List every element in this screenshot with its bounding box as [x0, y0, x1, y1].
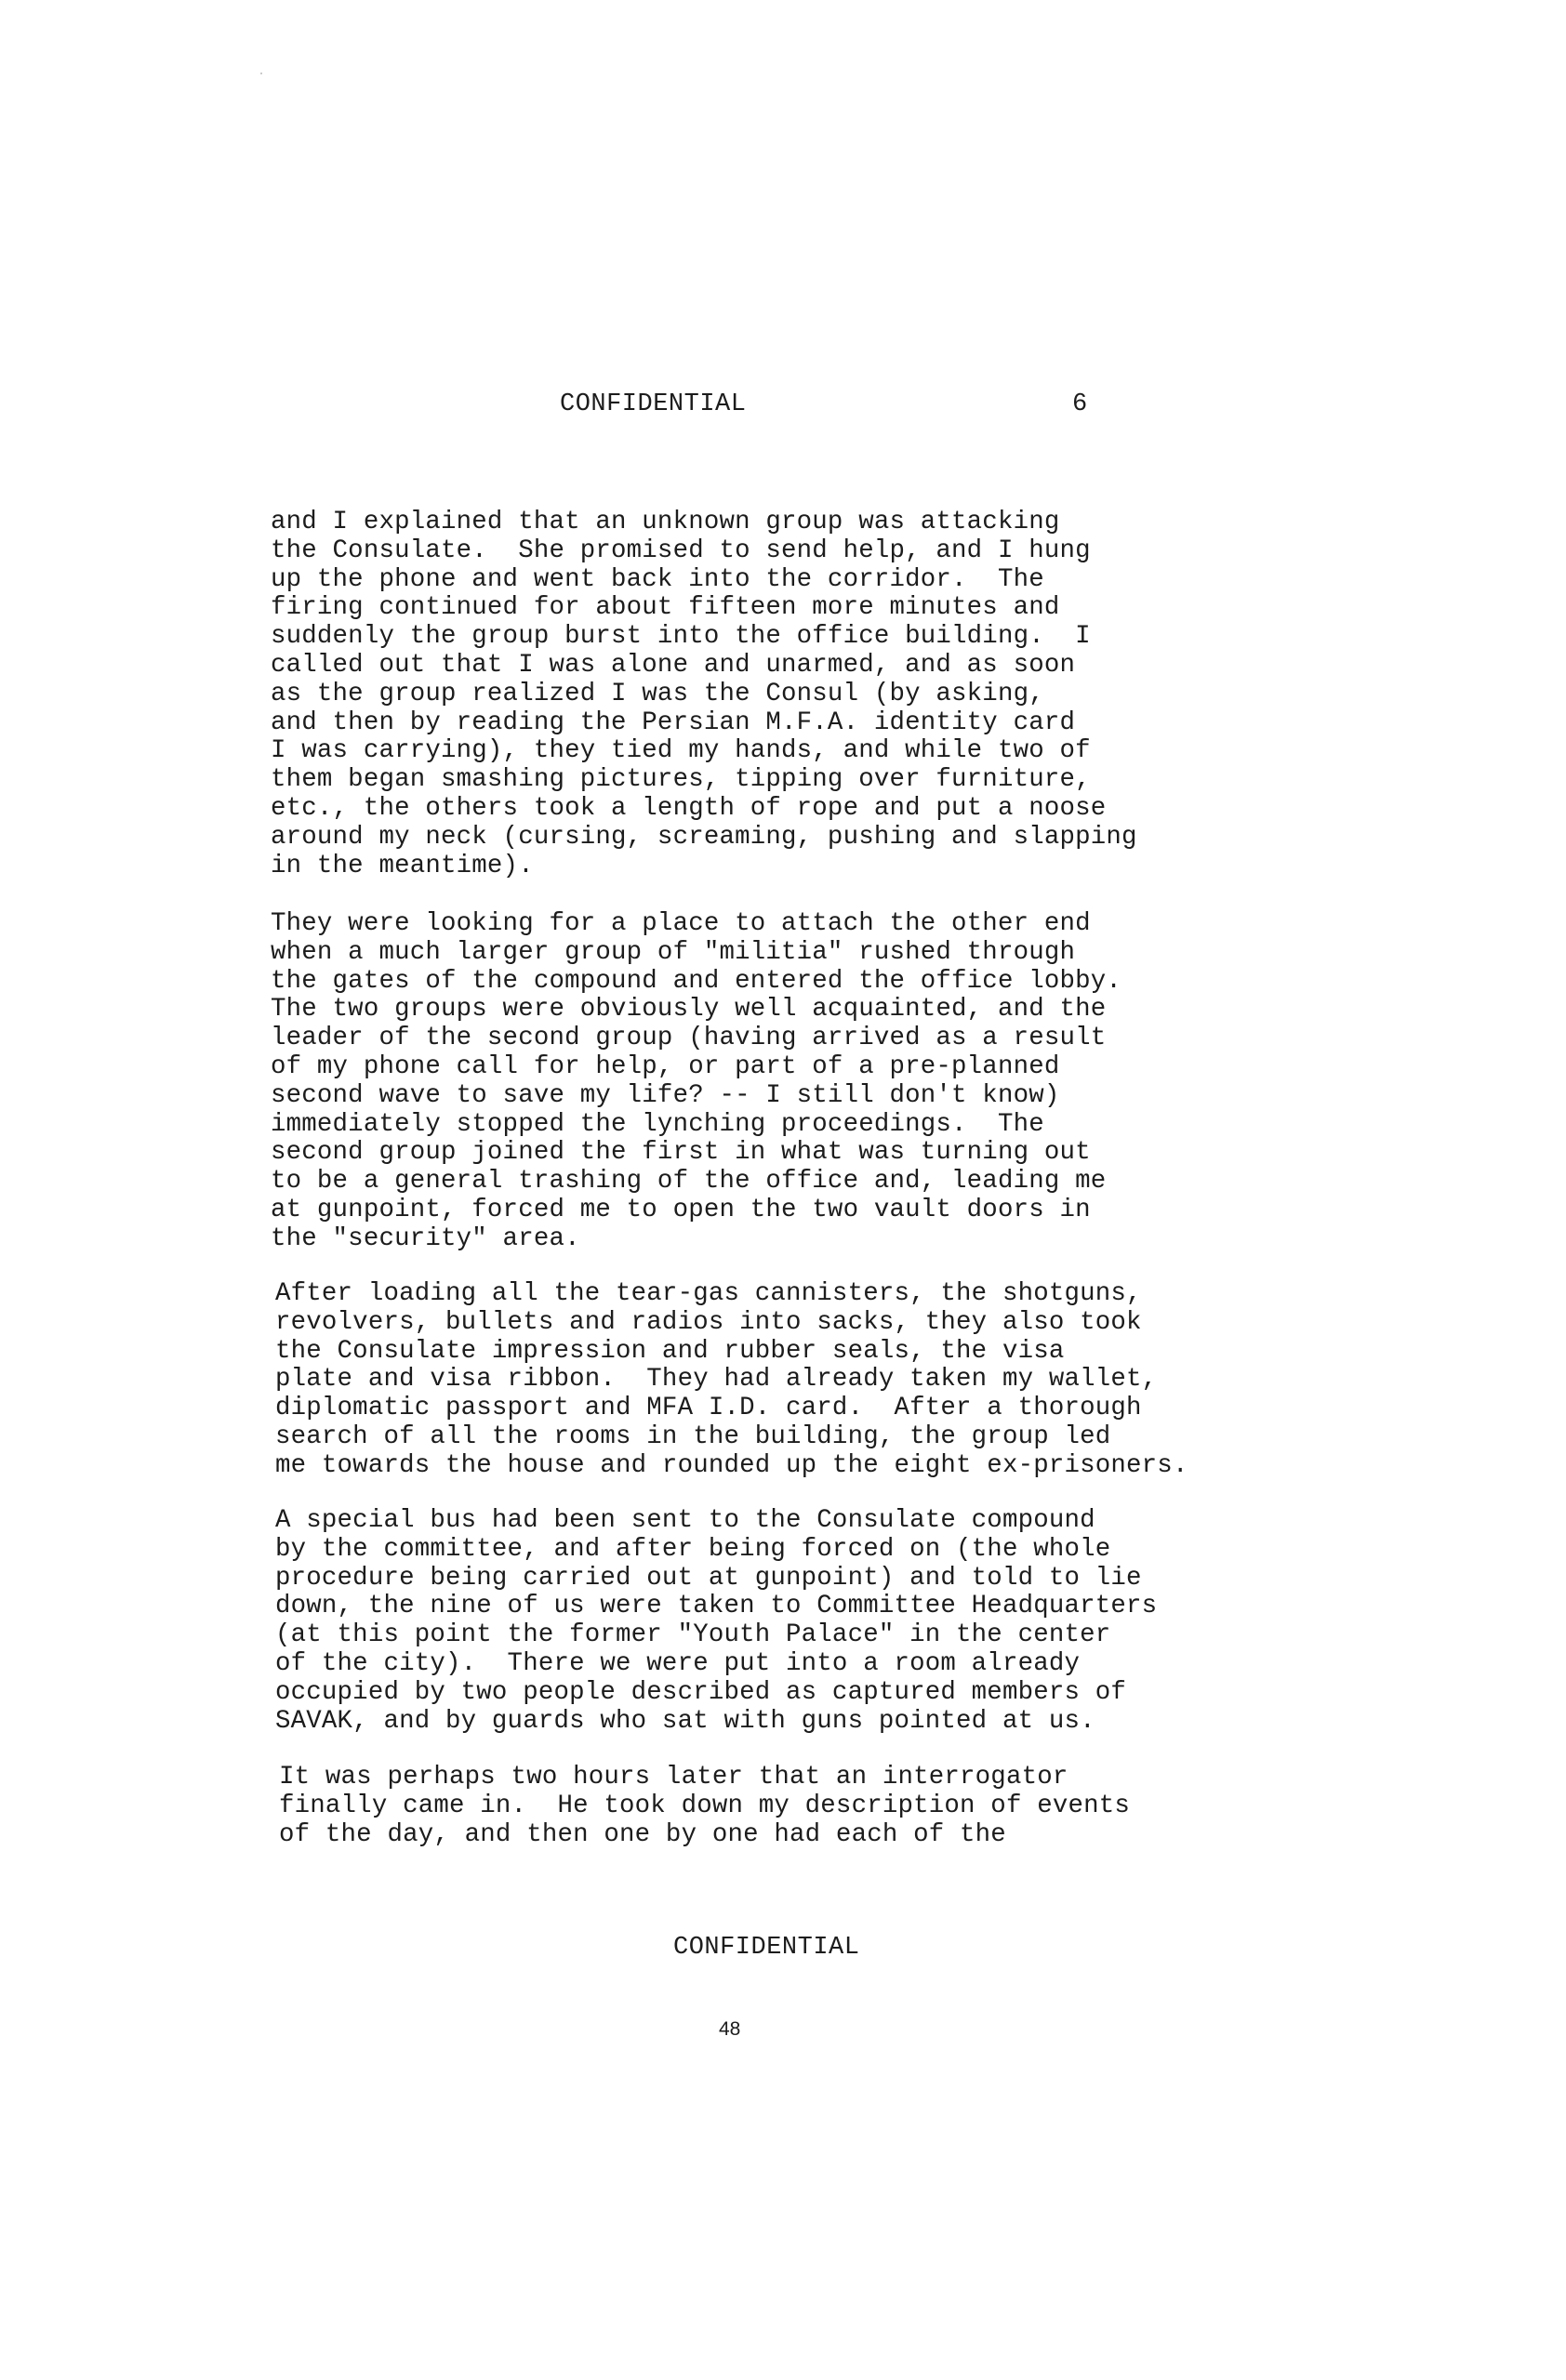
text-line: I was carrying), they tied my hands, and while two of	[271, 736, 1091, 766]
text-line: suddenly the group burst into the office building. I	[271, 622, 1091, 652]
archive-page-number: 48	[719, 2018, 741, 2040]
text-line: occupied by two people described as captured members of	[275, 1677, 1127, 1707]
text-line: up the phone and went back into the corridor. The	[271, 564, 1044, 594]
text-line: diplomatic passport and MFA I.D. card. After a thorough	[275, 1394, 1142, 1423]
text-line: called out that I was alone and unarmed, and as soon	[271, 650, 1076, 680]
text-line: of my phone call for help, or part of a pre-planned	[271, 1051, 1060, 1081]
text-line: the Consulate. She promised to send help, and I hung	[271, 536, 1091, 565]
text-line: revolvers, bullets and radios into sacks, they also took	[275, 1307, 1142, 1337]
text-line: in the meantime).	[271, 851, 534, 880]
header-classification: CONFIDENTIAL	[560, 390, 747, 418]
text-line: of the day, and then one by one had each of the	[279, 1819, 1006, 1849]
text-line: finally came in. He took down my description of events	[279, 1791, 1131, 1820]
text-line: A special bus had been sent to the Consulate compound	[275, 1506, 1095, 1535]
text-line: After loading all the tear-gas cannisters, the shotguns,	[275, 1279, 1142, 1308]
text-line: firing continued for about fifteen more minutes and	[271, 593, 1060, 623]
paragraph-3	[275, 1280, 1307, 1481]
text-line: around my neck (cursing, screaming, pushing and slapping	[271, 822, 1137, 852]
scan-speck	[260, 73, 262, 74]
text-line: them began smashing pictures, tipping over furniture,	[271, 765, 1091, 795]
text-line: the gates of the compound and entered the office lobby.	[271, 966, 1122, 996]
text-line: etc., the others took a length of rope and put a noose	[271, 793, 1107, 823]
text-line: the Consulate impression and rubber seals, the visa	[275, 1336, 1065, 1366]
text-line: search of all the rooms in the building, the group led	[275, 1421, 1111, 1451]
text-line: down, the nine of us were taken to Committee Headquarters	[275, 1592, 1158, 1621]
text-line: the "security" area.	[271, 1223, 580, 1253]
text-line: at gunpoint, forced me to open the two vault doors in	[271, 1195, 1091, 1224]
text-line: as the group realized I was the Consul (by asking,	[271, 679, 1044, 708]
text-line: It was perhaps two hours later that an interrogator	[279, 1763, 1068, 1792]
text-line: of the city). There we were put into a room already	[275, 1648, 1081, 1678]
text-line: The two groups were obviously well acquainted, and the	[271, 995, 1107, 1025]
text-line: by the committee, and after being forced on (the whole	[275, 1534, 1111, 1564]
text-line: me towards the house and rounded up the eight ex-prisoners.	[275, 1450, 1188, 1480]
text-line: second wave to save my life? -- I still don't know)	[271, 1080, 1060, 1110]
text-line: SAVAK, and by guards who sat with guns pointed at us.	[275, 1706, 1095, 1736]
text-line: when a much larger group of "militia" rushed through	[271, 937, 1076, 967]
text-line: and then by reading the Persian M.F.A. identity card	[271, 707, 1076, 737]
text-line: procedure being carried out at gunpoint) and told to lie	[275, 1563, 1142, 1593]
paragraph-1	[271, 509, 1303, 880]
paragraph-2	[271, 910, 1303, 1254]
text-line: plate and visa ribbon. They had already taken my wallet,	[275, 1365, 1158, 1395]
text-line: They were looking for a place to attach the other end	[271, 909, 1091, 938]
text-line: (at this point the former "Youth Palace" in the center	[275, 1620, 1111, 1650]
text-line: and I explained that an unknown group was attacking	[271, 508, 1060, 536]
text-line: second group joined the first in what was turning out	[271, 1138, 1091, 1168]
header-page-number: 6	[1072, 390, 1088, 418]
paragraph-5	[279, 1764, 1311, 1849]
text-line: to be a general trashing of the office and, leading me	[271, 1167, 1107, 1197]
text-line: leader of the second group (having arrived as a result	[271, 1024, 1107, 1053]
paragraph-4	[275, 1507, 1307, 1736]
footer-classification: CONFIDENTIAL	[673, 1934, 860, 1962]
text-line: immediately stopped the lynching proceedings. The	[271, 1109, 1044, 1139]
